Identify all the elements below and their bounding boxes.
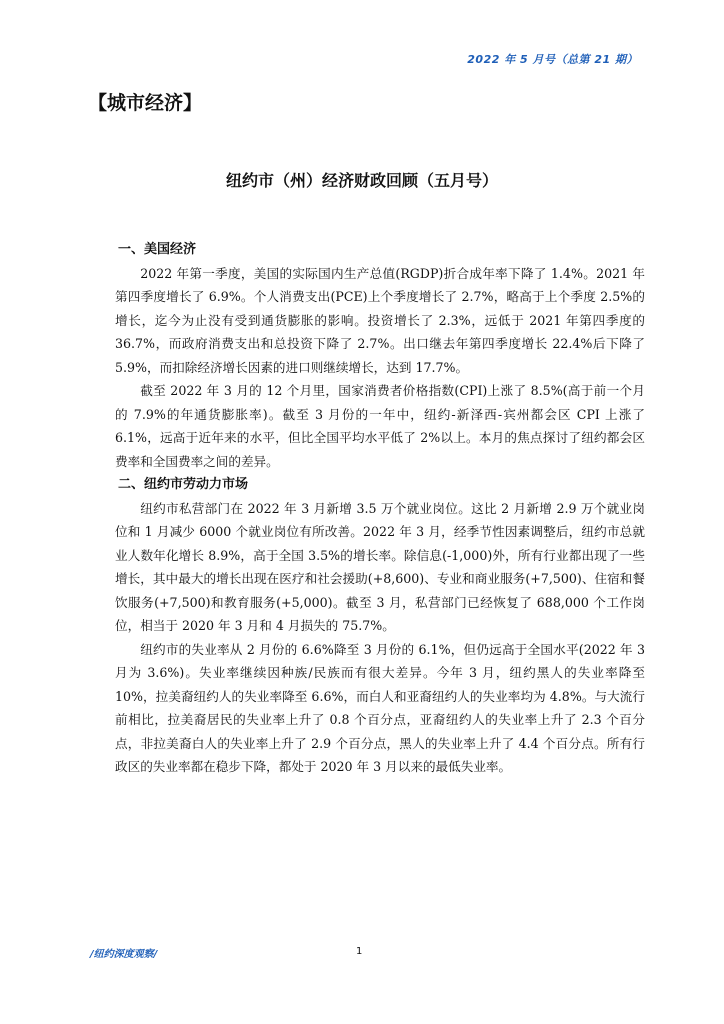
issue-label: 2022 年 5 月号（总第 21 期） [467,53,638,66]
page-number: 1 [356,946,363,957]
paragraph: 截至 2022 年 3 月的 12 个月里，国家消费者价格指数(CPI)上涨了 8.5%(高于前一个月的 7.9%的年通货膨胀率)。截至 3 月份的一年中，纽约-新泽西-宾州都会区 CPI 上涨了 6.1%，远高于近年来的水平，但比全国平均水平低了 2%以上。本月的焦点探讨了纽约都会区费率和全国费率之间的差异。 [115,383,645,469]
article-body [115,238,645,779]
paragraph: 纽约市私营部门在 2022 年 3 月新增 3.5 万个就业岗位。这比 2 月新增 2.9 万个就业岗位和 1 月减少 6000 个就业岗位有所改善。2022 年 3 月，经季节性因素调整后，纽约市总就业人数年化增长 8.9%，高于全国 3.5%的增长率。除信息(-1,000)外，所有行业都出现了一些增长，其中最大的增长出现在医疗和社会援助(+8,600)、专业和商业服务(+7,500)、住宿和餐饮服务(+7,500)和教育服务(+5,000)。截至 3 月，私营部门已经恢复了 688,000 个工作岗位，相当于 2020 年 3 月和 4 月损失的 75.7%。 [115,500,645,633]
paragraph: 2022 年第一季度，美国的实际国内生产总值(RGDP)折合成年率下降了 1.4%。2021 年第四季度增长了 6.9%。个人消费支出(PCE)上个季度增长了 2.7%，略高于上个季度 2.5%的增长，迄今为止没有受到通货膨胀的影响。投资增长了 2.3%，远低于 2021 年第四季度的 36.7%，而政府消费支出和总投资下降了 2.7%。出口继去年第四季度增长 22.4%后下降了 5.9%，而扣除经济增长因素的进口则继续增长，达到 17.7%。 [115,265,645,375]
section-heading-us-economy: 一、美国经济 [118,242,197,257]
publication-name: /纽约深度观察/ [90,949,158,960]
paragraph: 纽约市的失业率从 2 月份的 6.6%降至 3 月份的 6.1%，但仍远高于全国水平(2022 年 3 月为 3.6%)。失业率继续因种族/民族而有很大差异。今年 3 月，纽约黑人的失业率降至 10%，拉美裔纽约人的失业率降至 6.6%，而白人和亚裔纽约人的失业率均为 4.8%。与大流行前相比，拉美裔居民的失业率上升了 0.8 个百分点，亚裔纽约人的失业率上升了 2.3 个百分点，非拉美裔白人的失业率上升了 2.9 个百分点，黑人的失业率上升了 4.4 个百分点。所有行政区的失业率都在稳步下降，都处于 2020 年 3 月以来的最低失业率。 [115,641,645,774]
section-tag: 【城市经济】 [88,92,203,114]
section-heading-nyc-labor-market: 二、纽约市劳动力市场 [118,477,249,492]
article-title: 纽约市（州）经济财政回顾（五月号） [225,171,498,190]
